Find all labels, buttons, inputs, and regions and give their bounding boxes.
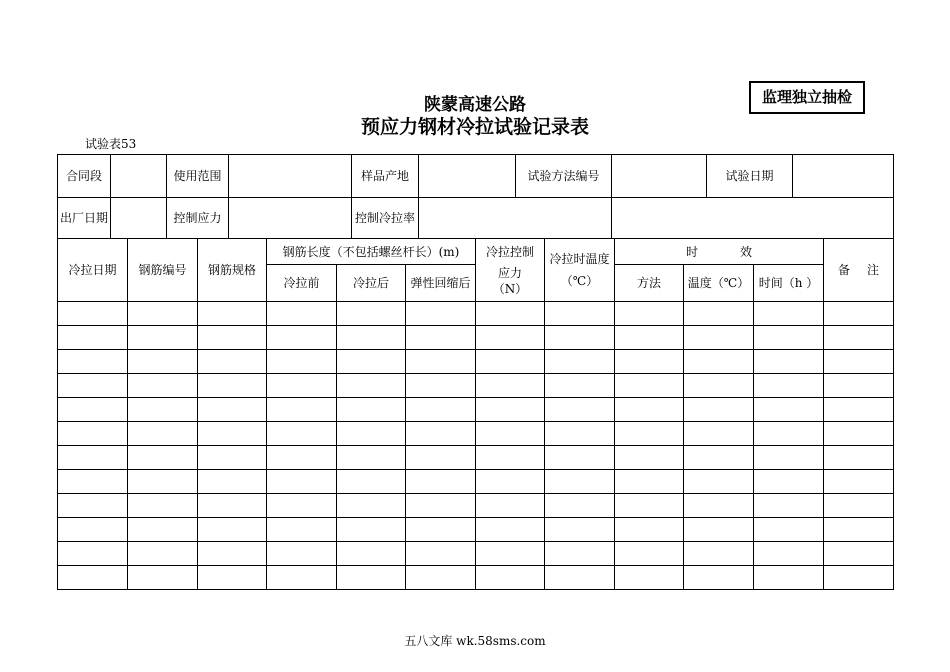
table-cell[interactable] [128, 566, 198, 590]
sample-origin-label: 样品产地 [352, 155, 419, 198]
col-aging-temp: 温度（℃） [684, 265, 754, 302]
table-cell[interactable] [128, 350, 198, 374]
table-cell[interactable] [406, 422, 476, 446]
table-cell[interactable] [58, 470, 128, 494]
table-cell[interactable] [476, 302, 545, 326]
table-cell[interactable] [684, 566, 754, 590]
table-cell[interactable] [198, 326, 267, 350]
table-row [58, 326, 894, 350]
table-cell[interactable] [545, 398, 615, 422]
table-cell[interactable] [615, 326, 684, 350]
table-cell[interactable] [684, 494, 754, 518]
table-cell[interactable] [754, 422, 824, 446]
table-cell[interactable] [337, 494, 406, 518]
table-cell[interactable] [58, 302, 128, 326]
table-cell[interactable] [824, 542, 894, 566]
table-cell[interactable] [267, 518, 337, 542]
table-cell[interactable] [824, 566, 894, 590]
table-cell[interactable] [267, 446, 337, 470]
table-cell[interactable] [476, 566, 545, 590]
table-cell[interactable] [406, 518, 476, 542]
table-cell[interactable] [684, 446, 754, 470]
table-cell[interactable] [406, 374, 476, 398]
table-cell[interactable] [754, 566, 824, 590]
col-bar-spec: 钢筋规格 [198, 239, 267, 302]
table-cell[interactable] [58, 542, 128, 566]
col-bar-no: 钢筋编号 [128, 239, 198, 302]
col-stretch-temp-line1: 冷拉时温度 [549, 252, 610, 266]
project-title: 陕蒙高速公路 [424, 95, 526, 115]
table-row [58, 542, 894, 566]
table-cell[interactable] [128, 446, 198, 470]
table-cell[interactable] [337, 326, 406, 350]
table-cell[interactable] [406, 566, 476, 590]
info-table [57, 154, 894, 239]
table-cell[interactable] [267, 374, 337, 398]
table-cell[interactable] [267, 542, 337, 566]
table-cell[interactable] [198, 566, 267, 590]
table-cell[interactable] [615, 470, 684, 494]
table-cell[interactable] [824, 326, 894, 350]
table-cell[interactable] [267, 566, 337, 590]
table-cell[interactable] [824, 302, 894, 326]
records-body [58, 302, 894, 590]
table-cell[interactable] [754, 518, 824, 542]
table-row [58, 374, 894, 398]
table-cell[interactable] [58, 422, 128, 446]
table-row [58, 566, 894, 590]
table-cell[interactable] [267, 326, 337, 350]
table-cell[interactable] [684, 422, 754, 446]
table-cell[interactable] [824, 422, 894, 446]
table-cell[interactable] [337, 566, 406, 590]
contract-section-label: 合同段 [58, 155, 111, 198]
table-cell[interactable] [128, 518, 198, 542]
table-row [58, 494, 894, 518]
table-cell[interactable] [754, 302, 824, 326]
col-aging-group [615, 239, 824, 265]
table-cell[interactable] [476, 374, 545, 398]
table-cell[interactable] [476, 470, 545, 494]
table-cell[interactable] [754, 374, 824, 398]
table-cell[interactable] [267, 470, 337, 494]
col-length-group: 钢筋长度（不包括螺丝杆长）(m) [267, 239, 476, 265]
table-cell[interactable] [128, 470, 198, 494]
col-control-stress-line2: 应力 [498, 265, 523, 280]
col-after-stretch: 冷拉后 [337, 265, 406, 302]
table-cell[interactable] [545, 470, 615, 494]
table-cell[interactable] [545, 494, 615, 518]
col-control-stress [476, 239, 545, 302]
table-cell[interactable] [337, 374, 406, 398]
table-cell[interactable] [545, 374, 615, 398]
inspection-stamp: 监理独立抽检 [749, 81, 865, 114]
test-method-no-label: 试验方法编号 [516, 155, 612, 198]
table-cell[interactable] [545, 326, 615, 350]
table-cell[interactable] [128, 374, 198, 398]
col-control-stress-line3: （N） [492, 281, 528, 296]
factory-date-label: 出厂日期 [58, 198, 111, 239]
table-cell[interactable] [684, 374, 754, 398]
col-control-stress-line1: 冷拉控制 [486, 244, 535, 259]
table-row [58, 518, 894, 542]
table-cell[interactable] [545, 422, 615, 446]
table-cell[interactable] [615, 518, 684, 542]
records-table [57, 238, 894, 590]
table-cell[interactable] [58, 566, 128, 590]
table-cell[interactable] [754, 326, 824, 350]
table-cell[interactable] [476, 422, 545, 446]
table-cell[interactable] [128, 422, 198, 446]
table-row [58, 350, 894, 374]
test-method-no-value[interactable] [612, 155, 707, 198]
contract-section-value[interactable] [111, 155, 167, 198]
control-stress-value[interactable] [229, 198, 352, 239]
table-cell[interactable] [406, 398, 476, 422]
col-remark-char1: 备 [838, 263, 851, 277]
table-cell[interactable] [198, 398, 267, 422]
table-cell[interactable] [476, 518, 545, 542]
table-cell[interactable] [824, 398, 894, 422]
col-elastic-rebound: 弹性回缩后 [406, 265, 476, 302]
table-cell[interactable] [198, 374, 267, 398]
table-cell[interactable] [754, 470, 824, 494]
table-cell[interactable] [198, 422, 267, 446]
table-cell[interactable] [476, 542, 545, 566]
table-cell[interactable] [337, 470, 406, 494]
col-remark-char2: 注 [867, 263, 880, 277]
table-cell[interactable] [198, 302, 267, 326]
table-row [58, 446, 894, 470]
info-blank-cell[interactable] [612, 198, 894, 239]
table-cell[interactable] [684, 518, 754, 542]
use-scope-value[interactable] [229, 155, 352, 198]
table-cell[interactable] [406, 494, 476, 518]
table-cell[interactable] [406, 542, 476, 566]
table-cell[interactable] [476, 350, 545, 374]
info-row-2 [58, 198, 894, 239]
table-cell[interactable] [476, 326, 545, 350]
table-row [58, 398, 894, 422]
table-cell[interactable] [267, 422, 337, 446]
col-stretch-date: 冷拉日期 [58, 239, 128, 302]
table-cell[interactable] [615, 374, 684, 398]
col-aging-char2: 效 [740, 244, 753, 259]
table-cell[interactable] [754, 446, 824, 470]
table-cell[interactable] [615, 494, 684, 518]
table-cell[interactable] [824, 350, 894, 374]
table-cell[interactable] [545, 542, 615, 566]
table-cell[interactable] [128, 494, 198, 518]
info-row-1 [58, 155, 894, 198]
col-aging-char1: 时 [686, 244, 699, 259]
table-cell[interactable] [58, 518, 128, 542]
table-cell[interactable] [58, 494, 128, 518]
table-cell[interactable] [824, 470, 894, 494]
test-date-label: 试验日期 [707, 155, 793, 198]
table-cell[interactable] [545, 350, 615, 374]
control-stress-label: 控制应力 [167, 198, 229, 239]
table-cell[interactable] [824, 494, 894, 518]
table-cell[interactable] [267, 350, 337, 374]
table-cell[interactable] [615, 542, 684, 566]
table-cell[interactable] [824, 518, 894, 542]
table-cell[interactable] [684, 398, 754, 422]
table-cell[interactable] [754, 398, 824, 422]
table-cell[interactable] [824, 446, 894, 470]
table-cell[interactable] [198, 446, 267, 470]
test-date-value[interactable] [793, 155, 894, 198]
table-cell[interactable] [615, 350, 684, 374]
table-cell[interactable] [406, 446, 476, 470]
table-cell[interactable] [58, 374, 128, 398]
table-cell[interactable] [406, 470, 476, 494]
table-cell[interactable] [337, 398, 406, 422]
table-cell[interactable] [615, 302, 684, 326]
table-cell[interactable] [267, 494, 337, 518]
table-cell[interactable] [615, 422, 684, 446]
table-cell[interactable] [58, 446, 128, 470]
col-stretch-temp-line2: （℃） [560, 274, 599, 288]
table-cell[interactable] [267, 398, 337, 422]
table-cell[interactable] [58, 326, 128, 350]
table-cell[interactable] [684, 470, 754, 494]
table-cell[interactable] [684, 326, 754, 350]
table-cell[interactable] [476, 446, 545, 470]
col-aging-method: 方法 [615, 265, 684, 302]
table-row [58, 302, 894, 326]
table-cell[interactable] [615, 398, 684, 422]
table-cell[interactable] [128, 398, 198, 422]
table-cell[interactable] [684, 350, 754, 374]
table-cell[interactable] [754, 494, 824, 518]
table-cell[interactable] [337, 446, 406, 470]
table-cell[interactable] [545, 518, 615, 542]
table-cell[interactable] [198, 470, 267, 494]
table-cell[interactable] [58, 350, 128, 374]
table-cell[interactable] [406, 326, 476, 350]
factory-date-value[interactable] [111, 198, 167, 239]
col-stretch-temp [545, 239, 615, 302]
table-cell[interactable] [337, 542, 406, 566]
sample-origin-value[interactable] [419, 155, 516, 198]
table-cell[interactable] [615, 446, 684, 470]
table-cell[interactable] [406, 350, 476, 374]
col-before-stretch: 冷拉前 [267, 265, 337, 302]
table-cell[interactable] [337, 350, 406, 374]
table-cell[interactable] [406, 302, 476, 326]
control-stretch-rate-value[interactable] [419, 198, 612, 239]
col-remark-text [826, 262, 891, 278]
table-cell[interactable] [198, 350, 267, 374]
table-row [58, 422, 894, 446]
table-cell[interactable] [684, 542, 754, 566]
table-cell[interactable] [545, 446, 615, 470]
table-cell[interactable] [198, 542, 267, 566]
table-cell[interactable] [337, 302, 406, 326]
table-cell[interactable] [754, 350, 824, 374]
footer-watermark: 五八文库 wk.58sms.com [404, 634, 546, 648]
table-cell[interactable] [337, 518, 406, 542]
table-row [58, 470, 894, 494]
table-cell[interactable] [337, 422, 406, 446]
table-cell[interactable] [198, 518, 267, 542]
table-cell[interactable] [476, 398, 545, 422]
table-cell[interactable] [128, 326, 198, 350]
col-aging-time: 时间（h ） [754, 265, 824, 302]
form-title: 预应力钢材冷拉试验记录表 [360, 116, 589, 138]
table-cell[interactable] [128, 542, 198, 566]
table-cell[interactable] [684, 302, 754, 326]
col-remark [824, 239, 894, 302]
control-stretch-rate-label: 控制冷拉率 [352, 198, 419, 239]
header-row-1 [58, 239, 894, 265]
table-cell[interactable] [58, 398, 128, 422]
table-cell[interactable] [615, 566, 684, 590]
form-number: 试验表53 [85, 137, 137, 151]
table-cell[interactable] [128, 302, 198, 326]
table-cell[interactable] [824, 374, 894, 398]
table-cell[interactable] [545, 566, 615, 590]
table-cell[interactable] [545, 302, 615, 326]
table-cell[interactable] [267, 302, 337, 326]
use-scope-label: 使用范围 [167, 155, 229, 198]
table-cell[interactable] [198, 494, 267, 518]
table-cell[interactable] [754, 542, 824, 566]
table-cell[interactable] [476, 494, 545, 518]
